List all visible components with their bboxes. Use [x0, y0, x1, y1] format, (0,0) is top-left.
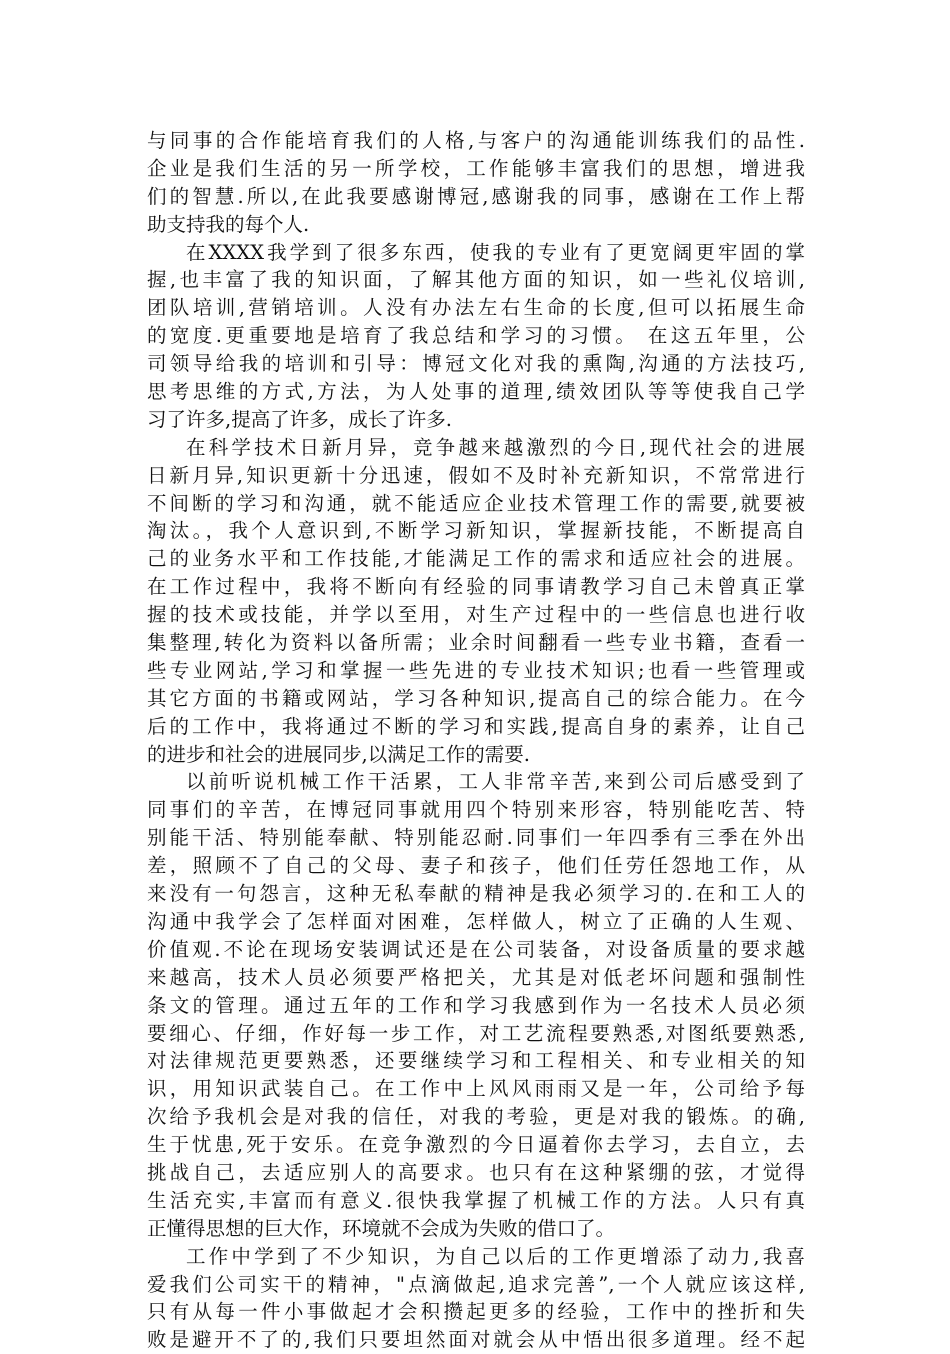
text-line: 沟通中我学会了怎样面对困难，怎样做人，树立了正确的人生观、 [147, 909, 805, 933]
text-line: 习了许多,提高了许多，成长了许多. [147, 407, 452, 431]
text-line: 己的业务水平和工作技能,才能满足工作的需求和适应社会的进展。 [147, 547, 805, 571]
text-line: 握,也丰富了我的知识面，了解其他方面的知识，如一些礼仪培训, [147, 268, 805, 292]
text-line: 日新月异,知识更新十分迅速，假如不及时补充新知识，不常常进行 [147, 463, 805, 487]
text-line: 团队培训,营销培训。人没有办法左右生命的长度,但可以拓展生命 [147, 296, 805, 320]
text-line: 后的工作中，我将通过不断的学习和实践,提高自身的素养，让自己 [147, 714, 805, 738]
text-line: 同事们的辛苦，在博冠同事就用四个特别来形容，特别能吃苦、特 [147, 798, 805, 822]
text-line: 对法律规范更要熟悉，还要继续学习和工程相关、和专业相关的知 [147, 1049, 805, 1073]
text-line: 助支持我的每个人. [147, 212, 310, 236]
text-line: 在科学技术日新月异，竞争越来越激烈的今日,现代社会的进展 [186, 435, 805, 459]
text-line: 爱我们公司实干的精神，"点滴做起,追求完善”,一个人就应该这样, [147, 1272, 805, 1296]
text-line: 败是避开不了的,我们只要坦然面对就会从中悟出很多道理。经不起 [147, 1328, 805, 1352]
text-line: 思考思维的方式,方法，为人处事的道理,绩效团队等等使我自己学 [147, 380, 805, 404]
text-line: 些专业网站,学习和掌握一些先进的专业技术知识;也看一些管理或 [147, 658, 805, 682]
text-line: 别能干活、特别能奉献、特别能忍耐.同事们一年四季有三季在外出 [147, 826, 805, 850]
document-page [147, 127, 805, 1354]
text-line: 其它方面的书籍或网站，学习各种知识,提高自己的综合能力。在今 [147, 686, 805, 710]
text-line: 以前听说机械工作干活累，工人非常辛苦,来到公司后感受到了 [186, 770, 805, 794]
text-line: 司领导给我的培训和引导：博冠文化对我的熏陶,沟通的方法技巧, [147, 352, 805, 376]
paragraph [147, 127, 805, 239]
text-line: 来没有一句怨言，这种无私奉献的精神是我必须学习的.在和工人的 [147, 882, 805, 906]
paragraph [147, 239, 805, 434]
text-line: 不间断的学习和沟通，就不能适应企业技术管理工作的需要,就要被 [147, 491, 805, 515]
text-line: 在工作过程中，我将不断向有经验的同事请教学习自己未曾真正掌 [147, 575, 805, 599]
text-line: 的宽度.更重要地是培育了我总结和学习的习惯。 在这五年里，公 [147, 324, 805, 348]
text-line: 工作中学到了不少知识，为自己以后的工作更增添了动力,我喜 [186, 1244, 805, 1268]
text-line: 要细心、仔细，作好每一步工作，对工艺流程要熟悉,对图纸要熟悉, [147, 1021, 805, 1045]
text-line: 只有从每一件小事做起才会积攒起更多的经验，工作中的挫折和失 [147, 1300, 805, 1324]
paragraph [147, 434, 805, 769]
text-line: 来越高，技术人员必须要严格把关，尤其是对低老坏问题和强制性 [147, 965, 805, 989]
text-line: 条文的管理。通过五年的工作和学习我感到作为一名技术人员必须 [147, 993, 805, 1017]
text-line: 在XXXX我学到了很多东西，使我的专业有了更宽阔更牢固的掌 [186, 240, 805, 264]
text-line: 生于忧患,死于安乐。在竞争激烈的今日逼着你去学习，去自立，去 [147, 1133, 805, 1157]
text-line: 企业是我们生活的另一所学校，工作能够丰富我们的思想，增进我 [147, 156, 805, 180]
text-line: 集整理,转化为资料以备所需；业余时间翻看一些专业书籍，查看一 [147, 631, 805, 655]
text-line: 生活充实,丰富而有意义.很快我掌握了机械工作的方法。人只有真 [147, 1188, 805, 1212]
text-line: 的进步和社会的进展同步,以满足工作的需要. [147, 742, 530, 766]
paragraph [147, 768, 805, 1242]
text-line: 们的智慧.所以,在此我要感谢博冠,感谢我的同事，感谢在工作上帮 [147, 184, 805, 208]
paragraph [147, 1243, 805, 1354]
text-line: 淘汰。，我个人意识到,不断学习新知识，掌握新技能，不断提高自 [147, 519, 805, 543]
text-line: 挑战自己，去适应别人的高要求。也只有在这种紧绷的弦，才觉得 [147, 1160, 805, 1184]
text-line: 识，用知识武装自己。在工作中上风风雨雨又是一年，公司给予每 [147, 1077, 805, 1101]
text-line: 次给予我机会是对我的信任，对我的考验，更是对我的锻炼。的确, [147, 1105, 805, 1129]
text-line: 与同事的合作能培育我们的人格,与客户的沟通能训练我们的品性. [147, 129, 805, 152]
text-line: 握的技术或技能，并学以至用，对生产过程中的一些信息也进行收 [147, 603, 805, 627]
text-line: 正懂得思想的巨大作，环境就不会成为失败的借口了。 [147, 1216, 616, 1240]
text-line: 差，照顾不了自己的父母、妻子和孩子，他们任劳任怨地工作，从 [147, 854, 805, 878]
text-line: 价值观.不论在现场安装调试还是在公司装备，对设备质量的要求越 [147, 937, 805, 961]
